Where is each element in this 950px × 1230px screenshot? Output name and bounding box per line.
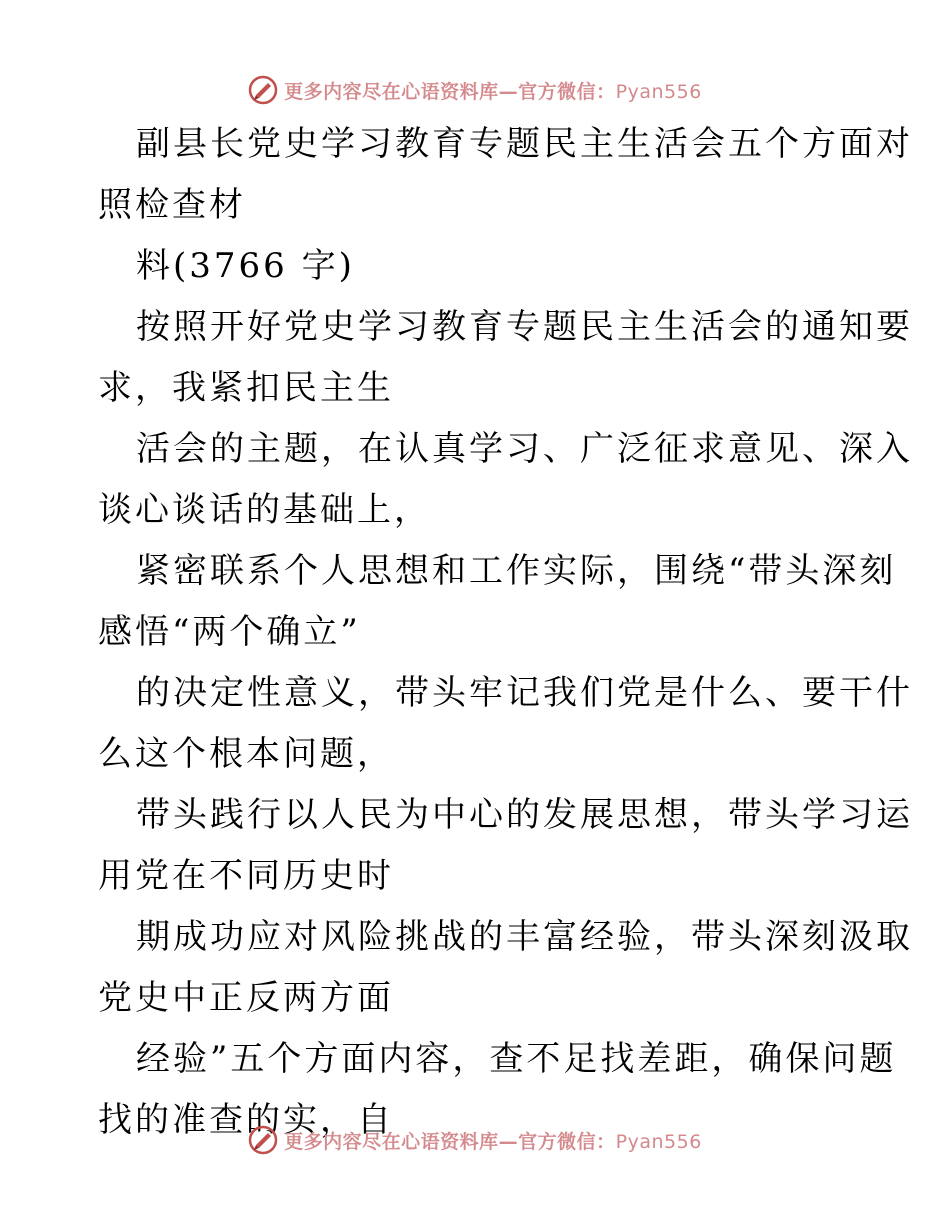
text-line: 党史中正反两方面 [98,978,394,1018]
text-line: 的决定性意义，带头牢记我们党是什么、要干什 [136,673,913,713]
text-line: 带头践行以人民为中心的发展思想，带头学习运 [136,795,913,835]
watermark-text: 更多内容尽在心语资料库—官方微信：Pyan556 [284,80,702,103]
text-line: 么这个根本问题， [98,734,394,774]
text-line: 料(3766 字) [136,246,355,286]
text-line: 期成功应对风险挑战的丰富经验，带头深刻汲取 [136,917,913,957]
text-line: 照检查材 [98,185,246,225]
brand-logo-icon [248,1125,278,1155]
text-line: 副县长党史学习教育专题民主生活会五个方面对 [136,124,913,164]
text-line: 求，我紧扣民主生 [98,368,394,408]
text-line: 谈心谈话的基础上， [98,490,431,530]
text-line: 找的准查的实，自 [98,1100,394,1140]
text-line: 用党在不同历史时 [98,856,394,896]
text-line: 活会的主题，在认真学习、广泛征求意见、深入 [136,429,913,469]
brand-logo-icon [248,75,278,105]
document-body [98,124,913,1161]
text-line: 按照开好党史学习教育专题民主生活会的通知要 [136,307,913,347]
watermark-header [0,70,950,110]
text-line: 感悟“两个确立” [98,612,361,652]
text-line: 紧密联系个人思想和工作实际，围绕“带头深刻 [136,551,897,591]
watermark-footer [0,1120,950,1160]
text-line: 经验”五个方面内容，查不足找差距，确保问题 [136,1039,897,1079]
watermark-text: 更多内容尽在心语资料库—官方微信：Pyan556 [284,1130,702,1153]
